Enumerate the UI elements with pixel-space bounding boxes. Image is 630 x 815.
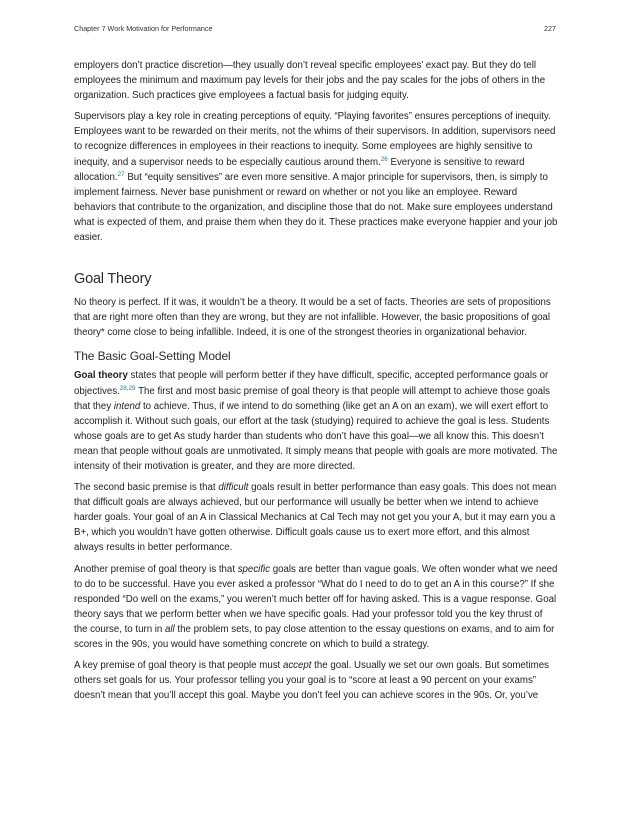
footnote-ref-29[interactable]: 29 [128, 384, 136, 392]
paragraph-specific-goals [74, 562, 558, 653]
paragraph-goal-theory-intro: No theory is perfect. If it was, it wouldn’t be a theory. It would be a set of facts. Theories are sets of propositions that are right more often than they are wrong, but they are not infallible. However, the basic propositions of goal theory* come close to being infallible. Indeed, it is one of the strongest theories in organizational behavior. [74, 297, 551, 339]
text-run: the problem sets, to pay close attention to the essay questions on exams, and to aim for scores in the 90s, you would have something concrete on which to build a strategy. [74, 623, 555, 650]
paragraph-goal-acceptance [74, 658, 558, 703]
emphasis: intend [113, 400, 141, 412]
emphasis: accept [282, 660, 312, 672]
page-number: 227 [544, 24, 556, 33]
paragraph-supervisors-equity [74, 109, 558, 245]
text-run: goals are better than vague goals. We often wonder what we need to do to be successful. Have you ever asked a professor “What do I need to do to get an A in this course?” If she responded “Do well on the exams,” you weren’t much better off for having asked. This is a vague response. Goal theory says that we perform better when we have specific goals. Had your professor told you the key thrust of the course, to turn in [74, 563, 558, 635]
text-run: Another premise of goal theory is that [74, 563, 238, 575]
paragraph-goal-theory-definition [74, 368, 558, 474]
footnote-ref-27[interactable]: 27 [117, 170, 125, 178]
text-run: Everyone is sensitive to reward allocation. [74, 156, 525, 183]
footnote-ref-26[interactable]: 26 [380, 155, 388, 163]
text-run: states that people will perform better if they have difficult, specific, accepted performance goals or objectives. [74, 370, 549, 397]
paragraph-difficult-goals [74, 480, 558, 555]
section-heading-goal-theory: Goal Theory [74, 271, 152, 288]
text-run: the goal. Usually we set our own goals. But sometimes others set goals for us. Your professor telling you your goal is to “score at least a 90 percent on your exams” doesn’t mean that you’ll accept this goal. Maybe you don’t feel you can achieve scores in the 90s. Or, you’ve [74, 660, 549, 702]
text-run: Supervisors play a key role in creating perceptions of equity. “Playing favorites” ensures perceptions of inequity. Employees want to be rewarded on their merits, not the whims of their supervisors. In addition, supervisors need to recognize differences in employees in their reactions to inequity. Some employees are highly sensitive to inequity, and a supervisor needs to be especially cautious around them. [74, 111, 556, 168]
text-run: to achieve. Thus, if we intend to do something (like get an A on an exam), we will exert effort to accomplish it. Without such goals, our effort at the task (studying) required to achieve the goal is less. Students whose goals are to get As study harder than students who don’t have this goal—we all know this. This doesn’t mean that people without goals are unmotivated. It simply means that people with goals are more motivated. The intensity of their motivation is greater, and they are more directed. [74, 400, 558, 472]
text-run: goals result in better performance than easy goals. This does not mean that difficult goals are always achieved, but our performance will usually be better when we intend to achieve harder goals. Your goal of an A in Classical Mechanics at Cal Tech may not get you your A, but it may earn you a B+, which you wouldn’t have gotten otherwise. Difficult goals cause us to exert more effort, and this almost always results in better performance. [74, 482, 557, 554]
running-header [74, 24, 556, 33]
emphasis: specific [237, 563, 271, 575]
subsection-heading-basic-model: The Basic Goal-Setting Model [74, 349, 231, 364]
page-body [74, 58, 558, 709]
text-run: The second basic premise is that [74, 482, 219, 494]
footnote-separator: , [126, 384, 129, 392]
chapter-title: Chapter 7 Work Motivation for Performance [74, 24, 213, 33]
text-run: The first and most basic premise of goal theory is that people will attempt to achieve those goals that they [74, 385, 551, 412]
text-run: A key premise of goal theory is that people must [74, 660, 283, 672]
paragraph-pay-discretion: employers don’t practice discretion—they usually don’t reveal specific employees’ exact pay. But they do tell employees the minimum and maximum pay levels for their jobs and the pay scales for the jobs of others in the organization. Such practices give employees a factual basis for judging equity. [74, 60, 546, 102]
emphasis: all [165, 623, 175, 635]
footnote-ref-28[interactable]: 28 [119, 384, 127, 392]
emphasis: difficult [218, 482, 249, 494]
text-run: But “equity sensitives” are even more sensitive. A major principle for supervisors, then, is simply to implement fairness. Never base punishment or reward on whether or not you like an employee. Reward behaviors that contribute to the organization, and discipline those that do not. Make sure employees understand what is expected of them, and praise them when they do it. These practices make everyone happier and your job easier. [74, 171, 558, 244]
key-term: Goal theory [74, 370, 128, 382]
